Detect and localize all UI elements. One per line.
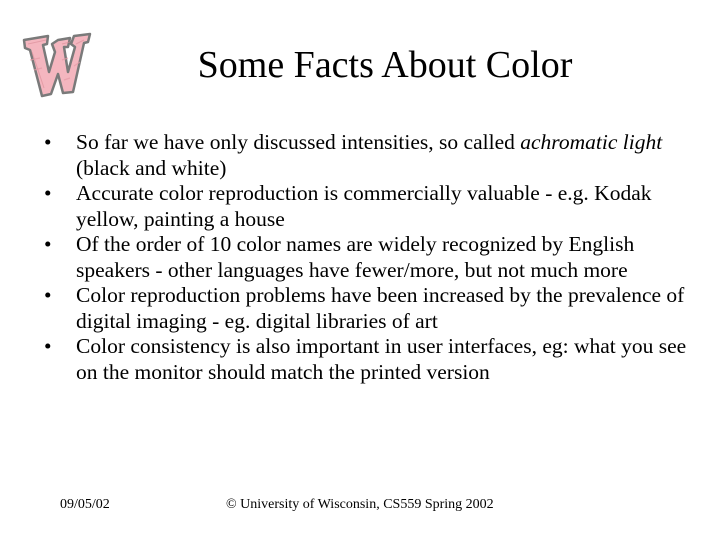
slide-title: Some Facts About Color [197, 44, 573, 86]
bullet-text: Color reproduction problems have been increased by the prevalence of digital imaging - eg. digital libraries of art [76, 283, 685, 333]
bullet-symbol: • [44, 130, 52, 154]
footer-copyright: © University of Wisconsin, CS559 Spring 2002 [226, 497, 494, 512]
bullet-text: (black and white) [76, 155, 227, 180]
bullet-text: Of the order of 10 color names are widely recognized by English speakers - other languages have fewer/more, but not much more [76, 232, 635, 282]
bullet-item [44, 283, 694, 334]
bullet-text: Accurate color reproduction is commercially valuable - e.g. Kodak yellow, painting a house [76, 181, 652, 231]
bullet-item [44, 232, 694, 283]
footer-date: 09/05/02 [60, 497, 110, 512]
bullet-item [44, 130, 694, 181]
bullet-text: So far we have only discussed intensities, so called [76, 130, 521, 154]
bullet-emphasis: achromatic light [520, 130, 663, 154]
bullet-text: Color consistency is also important in user interfaces, eg: what you see on the monitor should match the printed version [76, 334, 687, 384]
bullet-symbol: • [44, 181, 52, 205]
bullet-item [44, 334, 694, 385]
bullet-symbol: • [44, 232, 52, 256]
bullet-item [44, 181, 694, 232]
wisconsin-w-logo-icon [18, 30, 93, 100]
bullet-symbol: • [44, 334, 52, 358]
bullet-symbol: • [44, 283, 52, 307]
bullet-list [44, 130, 694, 385]
